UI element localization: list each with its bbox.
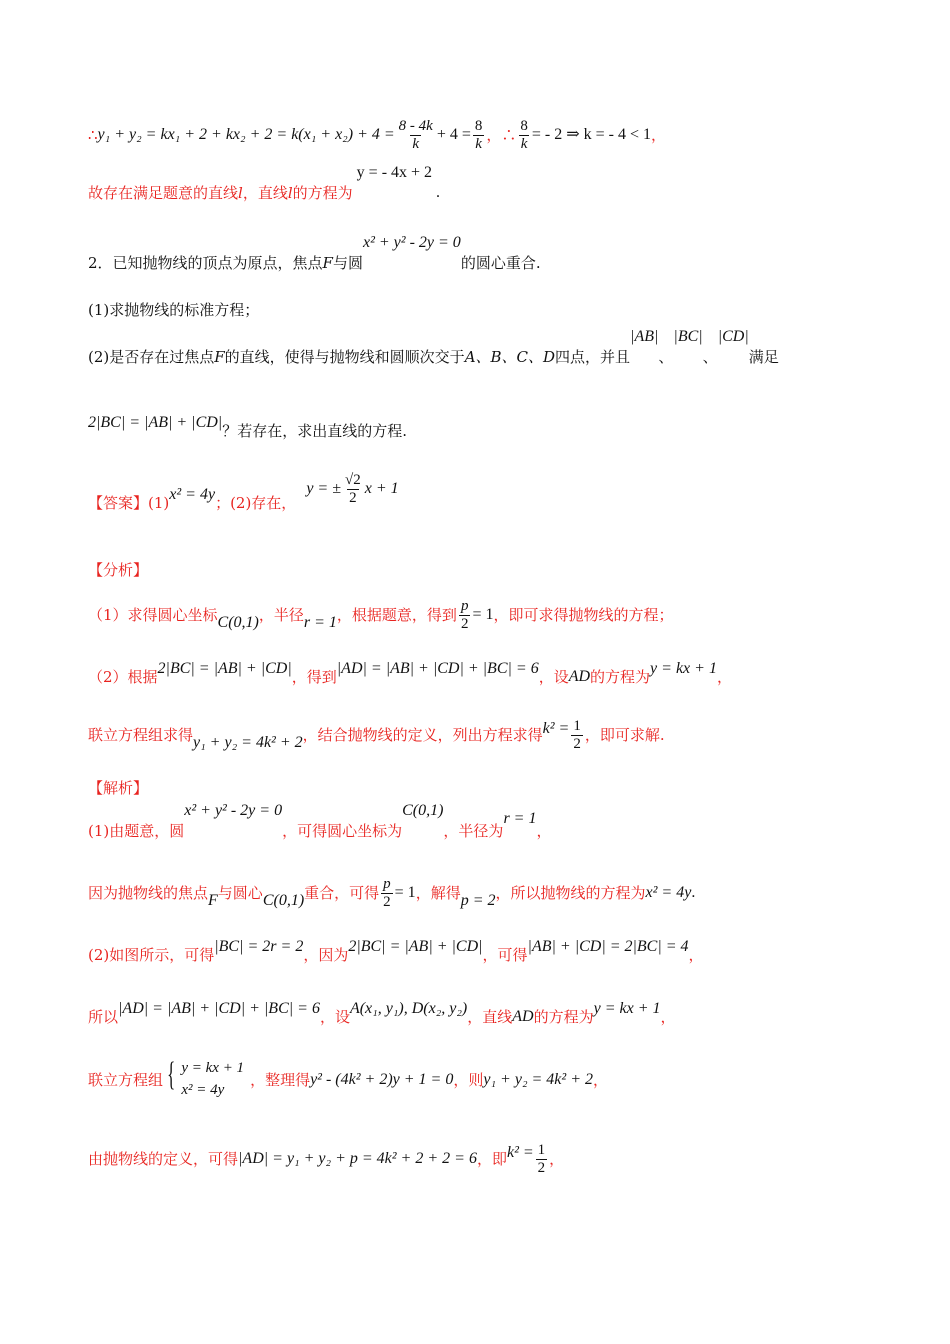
- solution-step-5: 联立方程组 { y = kx + 1 x² = 4y ，整理得 y² - (4k² + 2)y + 1 = 0 ，则 y₁ + y₂ = 4k² + 2 ，: [88, 1058, 608, 1102]
- analysis-step-1: （1）求得圆心坐标 C(0,1) ，半径 r = 1 ，根据题意，得到 $\frac{p}{2}$ = 1 ，即可求得抛物线的方程；: [88, 598, 674, 632]
- equation-system: { y = kx + 1 x² = 4y: [167, 1056, 245, 1098]
- condition-equation: 2|BC| = |AB| + |CD|: [88, 414, 223, 431]
- solution-step-4: 所以 |AD| = |AB| + |CD| + |BC| = 6 ，设 A(x₁, y₁), D(x₂, y₂) ，直线 AD 的方程为 y = kx + 1 ，: [88, 1000, 676, 1026]
- fraction-8-4k-over-k: $\frac{8 - 4k}{k}$: [398, 118, 433, 152]
- sum-equation: y₁ + y₂ = kx₁ + 2 + kx₂ + 2 = k(x₁ + x₂) + 4 =: [97, 126, 395, 144]
- question-2: (2)是否存在过焦点 F 的直线，使得与抛物线和圆顺次交于 A、B、C、D 四点，并且 |AB| 、 |BC| 、 |CD| 满足: [88, 328, 779, 366]
- answer-line-equation: y = ± $\frac{√2}{2}$ x + 1: [306, 472, 399, 506]
- solution-step-1: (1)由题意，圆 x² + y² - 2y = 0 ，可得圆心坐标为 C(0,1) ，半径为 r = 1 ，: [88, 802, 552, 840]
- circle-equation: x² + y² - 2y = 0: [362, 234, 461, 251]
- solution-heading: 【解析】: [88, 779, 149, 797]
- problem-2-statement: 2．已知抛物线的顶点为原点，焦点 F 与圆 x² + y² - 2y = 0 的圆心重合.: [88, 234, 541, 272]
- question-1: (1)求抛物线的标准方程；: [88, 301, 260, 319]
- fraction-8-over-k: $\frac{8}{k}$: [474, 118, 483, 152]
- analysis-step-2: （2）根据 2|BC| = |AB| + |CD| ，得到 |AD| = |AB| + |CD| + |BC| = 6 ，设 AD 的方程为 y = kx + 1 ，: [88, 660, 732, 686]
- answer-tag: 【答案】: [88, 493, 149, 512]
- analysis-heading: 【分析】: [88, 561, 149, 579]
- solution-step-6: 由抛物线的定义，可得 |AD| = y₁ + y₂ + p = 4k² + 2 + 2 = 6 ，即 k² = $\frac{1}{2}$ ，: [88, 1142, 565, 1176]
- question-2-condition: 2|BC| = |AB| + |CD| ？若存在，求出直线的方程.: [88, 414, 407, 440]
- k-result: = - 2 ⇒ k = - 4 < 1: [531, 126, 652, 144]
- line-sum-derivation: ∴ y₁ + y₂ = kx₁ + 2 + kx₂ + 2 = k(x₁ + x₂) + 4 = $\frac{8 - 4k}{k}$ + 4 = $\frac{8}{k}$ ，∴ $\frac{8}{k}$ = - 2 ⇒ k = - 4 < 1 ，: [88, 118, 667, 152]
- line-conclusion: 故存在满足题意的直线 l ，直线 l 的方程为 y = - 4x + 2 .: [88, 164, 441, 202]
- solution-step-2: 因为抛物线的焦点 F 与圆心 C(0,1) 重合，可得 $\frac{p}{2}$ = 1 ，解得 p = 2 ，所以抛物线的方程为 x² = 4y .: [88, 876, 696, 910]
- fraction-8-over-k-2: $\frac{8}{k}$: [520, 118, 528, 152]
- answer-line: 【答案】 (1) x² = 4y ；(2)存在， y = ± $\frac{√2}{2}$ x + 1: [88, 472, 399, 512]
- analysis-step-3: 联立方程组求得 y₁ + y₂ = 4k² + 2 ，结合抛物线的定义，列出方程求得 k² = $\frac{1}{2}$ ，即可求解.: [88, 718, 665, 752]
- line-equation: y = - 4x + 2: [356, 164, 433, 181]
- solution-step-3: (2)如图所示，可得 |BC| = 2r = 2 ，因为 2|BC| = |AB| + |CD| ，可得 |AB| + |CD| = 2|BC| = 4 ，: [88, 938, 704, 964]
